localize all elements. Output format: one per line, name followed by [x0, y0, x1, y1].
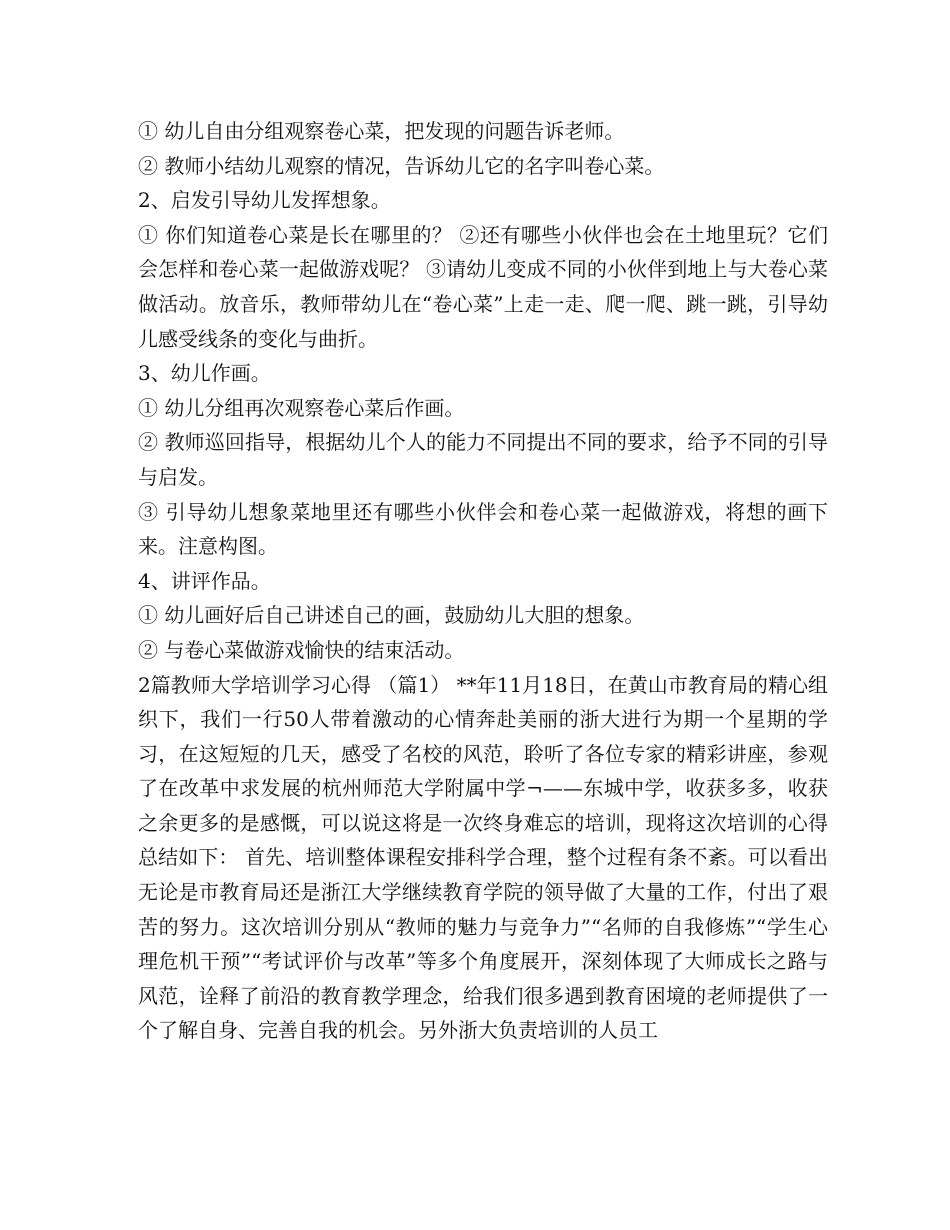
paragraph: ① 幼儿自由分组观察卷心菜，把发现的问题告诉老师。 [138, 119, 625, 143]
section-heading: 4、讲评作品。 [138, 568, 271, 593]
section-heading: 2、启发引导幼儿发挥想象。 [138, 188, 391, 213]
document-body [138, 114, 828, 1048]
paragraph: ③ 引导幼儿想象菜地里还有哪些小伙伴会和卷心菜一起做游戏，将想的画下来。注意构图。 [138, 499, 828, 559]
paragraph: ① 你们知道卷心菜是长在哪里的？ ②还有哪些小伙伴也会在土地里玩？它们会怎样和卷心菜一起做游戏呢？ ③请幼儿变成不同的小伙伴到地上与大卷心菜做活动。放音乐，教师带幼儿在“卷心菜”上走一走、爬一爬、跳一跳，引导幼儿感受线条的变化与曲折。 [138, 222, 828, 351]
paragraph: 2篇教师大学培训学习心得 （篇1） **年11月18日，在黄山市教育局的精心组织下，我们一行50人带着激动的心情奔赴美丽的浙大进行为期一个星期的学习，在这短短的几天，感受了名校的风范，聆听了各位专家的精彩讲座，参观了在改革中求发展的杭州师范大学附属中学¬——东城中学，收获多多，收获之余更多的是感慨，可以说这将是一次终身难忘的培训，现将这次培训的心得总结如下： 首先、培训整体课程安排科学合理，整个过程有条不紊。可以看出无论是市教育局还是浙江大学继续教育学院的领导做了大量的工作，付出了艰苦的努力。这次培训分别从“教师的魅力与竞争力”“名师的自我修炼”“学生心理危机干预”“考试评价与改革”等多个角度展开，深刻体现了大师成长之路与风范，诠释了前沿的教育教学理念，给我们很多遇到教育困境的老师提供了一个了解自身、完善自我的机会。另外浙大负责培训的人员工 [138, 672, 828, 1043]
section-heading: 3、幼儿作画。 [138, 361, 271, 386]
paragraph: ② 与卷心菜做游戏愉快的结束活动。 [138, 637, 465, 662]
paragraph: ② 教师小结幼儿观察的情况，告诉幼儿它的名字叫卷心菜。 [138, 153, 665, 178]
paragraph: ② 教师巡回指导，根据幼儿个人的能力不同提出不同的要求，给予不同的引导与启发。 [138, 430, 828, 489]
paragraph: ① 幼儿画好后自己讲述自己的画，鼓励幼儿大胆的想象。 [138, 603, 645, 628]
paragraph: ① 幼儿分组再次观察卷心菜后作画。 [138, 395, 465, 420]
